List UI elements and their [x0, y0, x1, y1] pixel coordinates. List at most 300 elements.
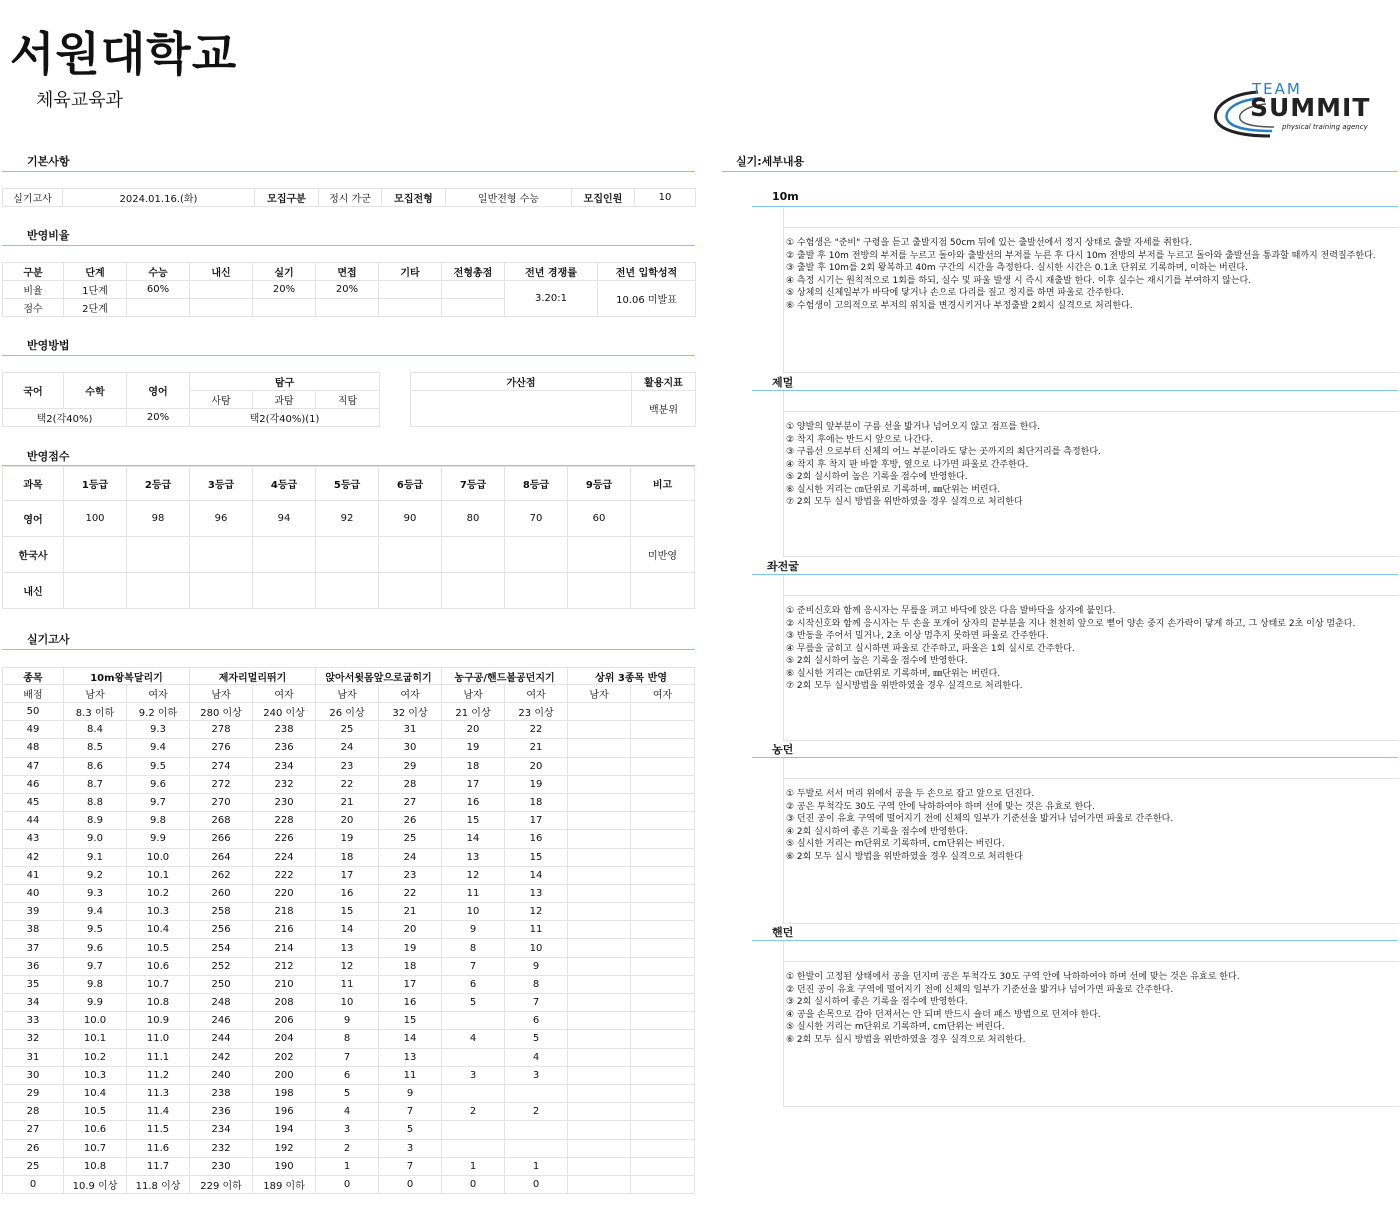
practical-cell: 18: [316, 848, 379, 866]
practical-cell: 25: [379, 830, 442, 848]
practical-cell: 22: [505, 721, 568, 739]
ratio-cell: [253, 299, 316, 317]
ratio-cell: 1단계: [64, 281, 127, 299]
practical-cell: 10.3: [127, 903, 190, 921]
practical-cell: 38: [3, 921, 64, 939]
practical-cell: [631, 1012, 695, 1030]
prev-competition: 3.20:1: [505, 281, 598, 317]
list-item: ⑥ 2회 모두 실시 방법을 위반하였을 경우 실격으로 처리한다: [786, 851, 1023, 862]
practical-cell: 17: [442, 775, 505, 793]
method-social: 사탐: [190, 391, 253, 409]
score-header: 2등급: [127, 467, 190, 501]
practical-cell: 1: [316, 1157, 379, 1175]
practical-cell: [631, 975, 695, 993]
practical-cell: 2: [505, 1103, 568, 1121]
practical-cell: 21: [505, 739, 568, 757]
section-title-practical: 실기고사: [27, 633, 70, 646]
count-label: 모집인원: [572, 189, 635, 207]
score-cell: 90: [379, 501, 442, 537]
practical-cell: 240 이상: [253, 703, 316, 721]
ratio-cell: [190, 299, 253, 317]
practical-cell: [568, 775, 631, 793]
practical-cell: 3: [316, 1121, 379, 1139]
basic-info-table: [2, 188, 696, 207]
practical-cell: 8.7: [64, 775, 127, 793]
method-explore-value: 택2(각40%)(1): [190, 409, 380, 427]
practical-cell: 236: [190, 1103, 253, 1121]
practical-cell: 260: [190, 884, 253, 902]
practical-cell: 14: [316, 921, 379, 939]
practical-cell: 4: [442, 1030, 505, 1048]
practical-cell: [631, 1048, 695, 1066]
male-header: 남자: [64, 685, 127, 703]
practical-cell: 7: [316, 1048, 379, 1066]
table-row: [3, 1103, 695, 1121]
practical-cell: [631, 1175, 695, 1193]
score-cell: [568, 573, 631, 609]
score-cell: [64, 537, 127, 573]
practical-cell: 9.3: [127, 721, 190, 739]
list-item: ④ 2회 실시하여 좋은 기록을 점수에 반영한다.: [786, 826, 968, 837]
score-cell: [442, 573, 505, 609]
practical-cell: 6: [316, 1066, 379, 1084]
practical-cell: 10.9 이상: [64, 1175, 127, 1193]
practical-cell: [568, 866, 631, 884]
practical-cell: 7: [442, 957, 505, 975]
practical-cell: [568, 793, 631, 811]
practical-cell: [631, 921, 695, 939]
practical-cell: 11.0: [127, 1030, 190, 1048]
detail-list: [784, 788, 1399, 863]
score-cell: [316, 573, 379, 609]
practical-cell: 189 이하: [253, 1175, 316, 1193]
detail-title: 농던: [772, 743, 794, 756]
score-cell: [379, 573, 442, 609]
practical-cell: 17: [316, 866, 379, 884]
index-header: 활용지표: [632, 373, 696, 391]
detail-list: [784, 421, 1399, 509]
practical-cell: 16: [505, 830, 568, 848]
practical-cell: 229 이하: [190, 1175, 253, 1193]
practical-header-points: 배점: [3, 685, 64, 703]
score-cell: 100: [64, 501, 127, 537]
score-cell: 70: [505, 501, 568, 537]
practical-cell: [631, 1030, 695, 1048]
practical-cell: [631, 830, 695, 848]
practical-cell: 248: [190, 994, 253, 1012]
practical-header-event: 종목: [3, 668, 64, 685]
score-header: 8등급: [505, 467, 568, 501]
practical-cell: [442, 1048, 505, 1066]
practical-cell: [631, 939, 695, 957]
section-line: [2, 245, 695, 246]
practical-cell: 218: [253, 903, 316, 921]
practical-cell: 30: [3, 1066, 64, 1084]
practical-cell: [631, 1121, 695, 1139]
practical-cell: 14: [379, 1030, 442, 1048]
logo-team-text: TEAM: [1252, 80, 1302, 98]
practical-cell: 10.6: [64, 1121, 127, 1139]
list-item: ⑥ 실시한 거리는 ㎝단위로 기록하며, ㎜단위는 버린다.: [786, 484, 1001, 495]
practical-cell: 27: [3, 1121, 64, 1139]
practical-cell: 16: [442, 793, 505, 811]
practical-cell: 8.5: [64, 739, 127, 757]
score-header: 6등급: [379, 467, 442, 501]
section-line: [2, 649, 695, 650]
score-cell: [379, 537, 442, 573]
practical-cell: [568, 1066, 631, 1084]
practical-cell: 9.7: [64, 957, 127, 975]
list-item: ② 시작신호와 함께 응시자는 두 손을 포개어 상자의 끝부분을 지나 천천히 앞으로 뻗어 양손 중지 손가락이 닿게 하고, 그 상태로 2초 이상 멈춘다.: [786, 618, 1356, 629]
practical-cell: 234: [253, 757, 316, 775]
practical-cell: [568, 1175, 631, 1193]
practical-cell: [568, 975, 631, 993]
practical-cell: 21 이상: [442, 703, 505, 721]
list-item: ⑦ 2회 모두 실시 방법을 위반하였을 경우 실격으로 처리한다: [786, 497, 1023, 507]
detail-box: [783, 758, 1399, 924]
practical-cell: 40: [3, 884, 64, 902]
practical-cell: 264: [190, 848, 253, 866]
practical-cell: 10.1: [64, 1030, 127, 1048]
practical-cell: 23: [379, 866, 442, 884]
practical-cell: 268: [190, 812, 253, 830]
detail-box-stripe: [784, 758, 1399, 779]
list-item: ① 두발로 서서 머리 위에서 공을 두 손으로 잡고 앞으로 던진다.: [786, 789, 1035, 799]
practical-cell: 3: [442, 1066, 505, 1084]
table-row: [3, 537, 695, 573]
ratio-header: 면접: [316, 263, 379, 281]
practical-cell: 13: [505, 884, 568, 902]
practical-cell: 33: [3, 1012, 64, 1030]
female-header: 여자: [379, 685, 442, 703]
practical-cell: 20: [505, 757, 568, 775]
method-english: 영어: [127, 373, 190, 409]
practical-cell: 44: [3, 812, 64, 830]
practical-cell: 15: [379, 1012, 442, 1030]
practical-cell: 5: [505, 1030, 568, 1048]
list-item: ① 양발의 앞부분이 구름 선을 밟거나 넘어오지 않고 점프를 한다.: [786, 422, 1041, 432]
practical-cell: 10.2: [64, 1048, 127, 1066]
practical-cell: 19: [442, 739, 505, 757]
practical-cell: [631, 866, 695, 884]
score-cell: [442, 537, 505, 573]
list-item: ⑥ 실시한 거리는 ㎝단위로 기록하며, ㎜단위는 버린다.: [786, 668, 1001, 679]
ratio-cell: [379, 299, 442, 317]
practical-header-jump: 제자리멀리뛰기: [190, 668, 316, 685]
table-row: [3, 903, 695, 921]
table-row: [3, 975, 695, 993]
practical-cell: 196: [253, 1103, 316, 1121]
practical-cell: 11.1: [127, 1048, 190, 1066]
practical-cell: [568, 884, 631, 902]
bonus-table: [410, 372, 696, 427]
practical-cell: 246: [190, 1012, 253, 1030]
ratio-cell: [316, 299, 379, 317]
ratio-cell: 20%: [253, 281, 316, 299]
practical-cell: 32: [3, 1030, 64, 1048]
type-label: 모집구분: [255, 189, 319, 207]
practical-cell: 11.7: [127, 1157, 190, 1175]
practical-cell: 0: [3, 1175, 64, 1193]
ratio-cell: 2단계: [64, 299, 127, 317]
practical-cell: 274: [190, 757, 253, 775]
practical-cell: [442, 1139, 505, 1157]
detail-list: [784, 237, 1399, 312]
practical-cell: 258: [190, 903, 253, 921]
section-title-detail: 실기:세부내용: [736, 155, 805, 168]
practical-cell: 9.5: [64, 921, 127, 939]
detail-list: [784, 971, 1399, 1046]
practical-cell: 29: [3, 1084, 64, 1102]
ratio-cell: [442, 281, 505, 299]
score-cell: [190, 573, 253, 609]
practical-cell: 17: [505, 812, 568, 830]
practical-cell: 5: [316, 1084, 379, 1102]
practical-cell: 37: [3, 939, 64, 957]
team-summit-logo: [1210, 78, 1395, 140]
female-header: 여자: [253, 685, 316, 703]
method-kor-math-value: 택2(각40%): [3, 409, 127, 427]
practical-cell: 1: [442, 1157, 505, 1175]
practical-cell: 0: [316, 1175, 379, 1193]
practical-cell: 7: [505, 994, 568, 1012]
practical-cell: 8: [442, 939, 505, 957]
practical-cell: 9.5: [127, 757, 190, 775]
female-header: 여자: [127, 685, 190, 703]
list-item: ② 공은 투척각도 30도 구역 안에 낙하하여야 하며 선에 맞는 것은 유효로 한다.: [786, 801, 1095, 812]
practical-cell: [568, 1012, 631, 1030]
female-header: 여자: [631, 685, 695, 703]
practical-cell: [631, 775, 695, 793]
practical-cell: 12: [505, 903, 568, 921]
practical-cell: 17: [379, 975, 442, 993]
practical-cell: 230: [190, 1157, 253, 1175]
table-row: [3, 994, 695, 1012]
practical-cell: 19: [316, 830, 379, 848]
table-row: [3, 1157, 695, 1175]
male-header: 남자: [316, 685, 379, 703]
section-line: [2, 355, 695, 356]
practical-cell: 240: [190, 1066, 253, 1084]
practical-cell: 230: [253, 793, 316, 811]
score-cell: 한국사: [3, 537, 64, 573]
practical-cell: 192: [253, 1139, 316, 1157]
table-row: [3, 1048, 695, 1066]
list-item: ① 준비신호와 함께 응시자는 무릎을 펴고 바닥에 앉은 다음 발바닥을 상자에 붙인다.: [786, 606, 1116, 616]
practical-cell: 2: [316, 1139, 379, 1157]
detail-title: 10m: [772, 190, 799, 203]
practical-cell: 1: [505, 1157, 568, 1175]
table-row: [3, 1121, 695, 1139]
practical-cell: 238: [253, 721, 316, 739]
list-item: ① 수험생은 "준비" 구령을 듣고 출발지점 50cm 뒤에 있는 출발선에서 정지 상태로 출발 자세를 취한다.: [786, 238, 1193, 248]
ratio-cell: [379, 281, 442, 299]
table-row: [3, 721, 695, 739]
practical-cell: 226: [253, 830, 316, 848]
practical-cell: [568, 939, 631, 957]
list-item: ③ 2회 실시하여 좋은 기록을 점수에 반영한다.: [786, 997, 968, 1007]
ratio-cell: [442, 299, 505, 317]
practical-cell: [442, 1012, 505, 1030]
list-item: ⑤ 실시한 거리는 m단위로 기록하며, cm단위는 버린다.: [786, 1022, 1005, 1032]
department-name: 체육교육과: [36, 90, 123, 111]
practical-cell: 4: [316, 1103, 379, 1121]
practical-cell: 10.4: [64, 1084, 127, 1102]
practical-cell: 41: [3, 866, 64, 884]
score-cell: [505, 537, 568, 573]
practical-cell: 7: [379, 1157, 442, 1175]
practical-cell: 19: [379, 939, 442, 957]
detail-box: [783, 207, 1399, 373]
practical-cell: [568, 1157, 631, 1175]
detail-box-stripe: [784, 575, 1399, 596]
practical-cell: 204: [253, 1030, 316, 1048]
score-cell: [631, 501, 695, 537]
practical-cell: 0: [505, 1175, 568, 1193]
practical-cell: 24: [316, 739, 379, 757]
detail-box-stripe: [784, 207, 1399, 228]
practical-cell: 10: [442, 903, 505, 921]
practical-cell: 236: [253, 739, 316, 757]
table-row: [3, 957, 695, 975]
practical-cell: 9: [442, 921, 505, 939]
practical-cell: [568, 921, 631, 939]
logo-summit-text: SUMMIT: [1250, 93, 1371, 122]
practical-cell: 14: [442, 830, 505, 848]
practical-cell: [505, 1121, 568, 1139]
count-value: 10: [635, 189, 696, 207]
ratio-header: 전형총점: [442, 263, 505, 281]
table-row: [3, 703, 695, 721]
practical-cell: 50: [3, 703, 64, 721]
practical-cell: 36: [3, 957, 64, 975]
practical-cell: 31: [3, 1048, 64, 1066]
ratio-header: 단계: [64, 263, 127, 281]
table-row: [3, 501, 695, 537]
practical-cell: 42: [3, 848, 64, 866]
practical-cell: [631, 793, 695, 811]
method-math: 수학: [64, 373, 127, 409]
practical-cell: 11.2: [127, 1066, 190, 1084]
practical-cell: [505, 1139, 568, 1157]
practical-cell: 9.8: [127, 812, 190, 830]
practical-cell: 276: [190, 739, 253, 757]
bonus-value: [411, 391, 632, 427]
practical-cell: 9: [316, 1012, 379, 1030]
male-header: 남자: [568, 685, 631, 703]
table-row: [3, 1175, 695, 1193]
practical-cell: 10.1: [127, 866, 190, 884]
practical-cell: 8.6: [64, 757, 127, 775]
practical-cell: 9.3: [64, 884, 127, 902]
detail-title: 핸던: [772, 926, 794, 939]
practical-cell: 25: [316, 721, 379, 739]
practical-cell: 0: [379, 1175, 442, 1193]
practical-cell: 48: [3, 739, 64, 757]
practical-cell: 266: [190, 830, 253, 848]
section-line: [722, 171, 1398, 172]
practical-cell: 202: [253, 1048, 316, 1066]
practical-cell: [631, 703, 695, 721]
practical-cell: 11.6: [127, 1139, 190, 1157]
score-header: 과목: [3, 467, 64, 501]
practical-cell: 32 이상: [379, 703, 442, 721]
table-row: [3, 1066, 695, 1084]
practical-cell: 220: [253, 884, 316, 902]
practical-cell: 11.8 이상: [127, 1175, 190, 1193]
table-row: [3, 1030, 695, 1048]
table-row: [3, 793, 695, 811]
practical-cell: 13: [316, 939, 379, 957]
practical-cell: 35: [3, 975, 64, 993]
practical-cell: 8.3 이하: [64, 703, 127, 721]
practical-cell: 206: [253, 1012, 316, 1030]
practical-cell: 9.6: [64, 939, 127, 957]
practical-header-flex: 앉아서윗몸앞으로굽히기: [316, 668, 442, 685]
practical-cell: 3: [505, 1066, 568, 1084]
practical-cell: 11.5: [127, 1121, 190, 1139]
method-science: 과탐: [253, 391, 316, 409]
practical-cell: [505, 1084, 568, 1102]
ratio-header: 기타: [379, 263, 442, 281]
practical-cell: 8.8: [64, 793, 127, 811]
practical-cell: [631, 1066, 695, 1084]
score-cell: 60: [568, 501, 631, 537]
practical-cell: 10.7: [127, 975, 190, 993]
score-cell: 96: [190, 501, 253, 537]
practical-cell: 49: [3, 721, 64, 739]
method-vocational: 직탐: [316, 391, 380, 409]
score-header: 비고: [631, 467, 695, 501]
practical-cell: [631, 757, 695, 775]
list-item: ② 던진 공이 유효 구역에 떨어지기 전에 신체의 일부가 기준선을 밟거나 넘어가면 파울로 간주한다.: [786, 984, 1174, 995]
section-title-method: 반영방법: [27, 339, 70, 352]
practical-cell: [631, 957, 695, 975]
practical-cell: 5: [379, 1121, 442, 1139]
practical-cell: [631, 994, 695, 1012]
section-title-ratio: 반영비율: [27, 229, 70, 242]
practical-header-throw: 농구공/핸드볼공던지기: [442, 668, 568, 685]
list-item: ⑥ 2회 모두 실시 방법을 위반하였을 경우 실격으로 처리한다.: [786, 1034, 1026, 1045]
score-cell: [127, 537, 190, 573]
score-header: 5등급: [316, 467, 379, 501]
practical-table: [2, 667, 695, 1194]
practical-cell: 28: [379, 775, 442, 793]
practical-cell: 190: [253, 1157, 316, 1175]
practical-cell: 2: [442, 1103, 505, 1121]
practical-cell: 10.5: [127, 939, 190, 957]
method-explore: 탐구: [190, 373, 380, 391]
practical-cell: 10.2: [127, 884, 190, 902]
track-value: 일반전형 수능: [446, 189, 572, 207]
male-header: 남자: [442, 685, 505, 703]
score-cell: 98: [127, 501, 190, 537]
practical-cell: [568, 757, 631, 775]
practical-cell: 222: [253, 866, 316, 884]
practical-cell: 25: [3, 1157, 64, 1175]
practical-cell: 45: [3, 793, 64, 811]
practical-cell: 238: [190, 1084, 253, 1102]
section-title-score: 반영점수: [27, 450, 70, 463]
practical-cell: 8.9: [64, 812, 127, 830]
detail-list: [784, 605, 1399, 693]
prev-admission: 10.06 미발표: [598, 281, 696, 317]
practical-cell: 43: [3, 830, 64, 848]
score-cell: 80: [442, 501, 505, 537]
table-row: [3, 830, 695, 848]
list-item: ⑤ 상체의 신체일부가 바닥에 닿거나 손으로 다리를 짚고 정지를 하면 파울로 간주한다.: [786, 288, 1124, 298]
list-item: ④ 무릎을 굽히고 실시하면 파울로 간주하고, 파울은 1회 실시로 간주한다.: [786, 643, 1075, 654]
